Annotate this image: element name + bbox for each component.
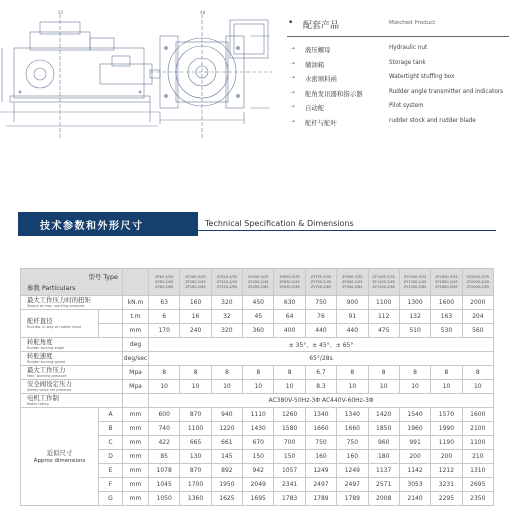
matched-products-list xyxy=(287,45,509,132)
blank-cell xyxy=(99,310,123,324)
row-label xyxy=(21,366,123,380)
model-name: ZY1300-2/45 xyxy=(403,279,427,284)
value-cell: 1045 xyxy=(149,478,180,492)
value-cell: 160 xyxy=(337,450,368,464)
unit-cell: Mpa xyxy=(123,380,149,394)
arrow-icon: ➝ xyxy=(290,59,296,67)
value-cell: 422 xyxy=(149,436,180,450)
unit-cell: mm xyxy=(123,450,149,464)
value-cell: 1700 xyxy=(180,478,211,492)
value-cell: 2350 xyxy=(462,492,493,506)
model-header xyxy=(462,269,493,296)
value-cell: 10 xyxy=(149,380,180,394)
model-name: ZY1600-2/45 xyxy=(435,279,458,284)
value-cell: 85 xyxy=(149,450,180,464)
value-cell: 163 xyxy=(431,310,462,324)
matched-title-zh: 配套产品 xyxy=(303,21,340,31)
header-label-cell xyxy=(21,269,123,296)
value-cell: 10 xyxy=(399,380,430,394)
value-cell: 6.7 xyxy=(305,366,336,380)
model-name: ZY900-3/35 xyxy=(342,274,363,279)
span-value: 65°/28s xyxy=(149,352,494,366)
dim-letter: C xyxy=(99,436,123,450)
value-cell: 870 xyxy=(180,464,211,478)
value-cell: 16 xyxy=(180,310,211,324)
value-cell: 150 xyxy=(243,450,274,464)
spec-table xyxy=(20,268,494,506)
value-cell: 670 xyxy=(243,436,274,450)
value-cell: 112 xyxy=(368,310,399,324)
top-view-label: A8 xyxy=(200,10,206,15)
header-spacer xyxy=(123,269,149,296)
row-label-zh: 转舵速度 xyxy=(27,352,53,360)
value-cell: 1137 xyxy=(368,464,399,478)
unit-cell: Mpa xyxy=(123,366,149,380)
unit-cell: mm xyxy=(123,464,149,478)
model-name: ZY630-2/65 xyxy=(279,284,300,289)
value-cell: 1570 xyxy=(431,408,462,422)
matched-item-en: Pilot system xyxy=(389,103,424,109)
unit-cell: kN.m xyxy=(123,296,149,310)
value-cell: 440 xyxy=(337,324,368,338)
model-header xyxy=(180,269,211,296)
model-name: ZY450-3/35 xyxy=(248,274,269,279)
model-name: ZY630-3/35 xyxy=(279,274,300,279)
value-cell: 132 xyxy=(399,310,430,324)
value-cell: 1142 xyxy=(399,464,430,478)
row-label xyxy=(21,310,99,338)
value-cell: 1212 xyxy=(431,464,462,478)
value-cell: 160 xyxy=(180,296,211,310)
model-name: ZY750-3/35 xyxy=(310,274,332,279)
value-cell: 2008 xyxy=(368,492,399,506)
row-label-en: Torque at max. working pressure xyxy=(27,304,85,308)
value-cell: 665 xyxy=(180,436,211,450)
value-cell: 200 xyxy=(431,450,462,464)
value-cell: 750 xyxy=(305,296,336,310)
model-header xyxy=(274,269,305,296)
unit-cell: mm xyxy=(123,436,149,450)
value-cell: 1600 xyxy=(462,408,493,422)
value-cell: 892 xyxy=(211,464,242,478)
value-cell: 1695 xyxy=(243,492,274,506)
model-name: ZY320-2/65 xyxy=(216,284,238,289)
value-cell: 1300 xyxy=(399,296,430,310)
value-cell: 1960 xyxy=(399,422,430,436)
row-label xyxy=(21,380,123,394)
unit-cell: deg xyxy=(123,338,149,352)
arrow-icon: ➝ xyxy=(290,74,296,81)
value-cell: 10 xyxy=(274,380,305,394)
value-cell: 150 xyxy=(274,450,305,464)
value-cell: 91 xyxy=(337,310,368,324)
value-cell: 8 xyxy=(149,366,180,380)
table-row xyxy=(21,310,494,324)
value-cell: 750 xyxy=(337,436,368,450)
value-cell: 2140 xyxy=(399,492,430,506)
value-cell: 8 xyxy=(431,366,462,380)
value-cell: 1050 xyxy=(149,492,180,506)
span-value: AC380V-50Hz-3Φ AC440V-60Hz-3Φ xyxy=(149,394,494,408)
unit-cell: mm xyxy=(123,492,149,506)
matched-item-zh: 自动舵 xyxy=(305,104,325,112)
unit-cell xyxy=(123,394,149,408)
section-title-rule xyxy=(198,230,496,231)
model-name: ZY1300-2/65 xyxy=(403,284,427,289)
model-name: ZY1100-2/65 xyxy=(372,284,395,289)
value-cell: 530 xyxy=(431,324,462,338)
value-cell: 8 xyxy=(368,366,399,380)
value-cell: 600 xyxy=(149,408,180,422)
model-header xyxy=(149,269,180,296)
section-title-zh: 技术参数和外形尺寸 xyxy=(40,221,144,232)
model-header xyxy=(368,269,399,296)
table-header-row xyxy=(21,269,494,296)
matched-title-en: Matched Product xyxy=(389,20,436,26)
model-name: ZY2000-3/35 xyxy=(466,274,490,279)
model-name: ZY1600-3/35 xyxy=(435,274,458,279)
matched-item-zh: 舵角发讯器和指示器 xyxy=(305,89,363,98)
model-header xyxy=(305,269,336,296)
value-cell: 6 xyxy=(149,310,180,324)
table-row xyxy=(21,338,494,352)
value-cell: 200 xyxy=(399,450,430,464)
value-cell: 160 xyxy=(305,450,336,464)
value-cell: 1110 xyxy=(243,408,274,422)
matched-divider xyxy=(287,36,509,37)
value-cell: 8 xyxy=(274,366,305,380)
value-cell: 942 xyxy=(243,464,274,478)
model-header xyxy=(243,269,274,296)
section-title-en: Technical Specification & Dimensions xyxy=(205,219,354,228)
arrow-icon: ➝ xyxy=(290,103,296,110)
row-label-zh: 最大工作压力 xyxy=(27,366,66,374)
list-item xyxy=(287,103,509,118)
value-cell: 10 xyxy=(243,380,274,394)
model-name: ZY900-2/65 xyxy=(342,284,363,289)
dims-label xyxy=(21,408,99,506)
value-cell: 210 xyxy=(462,450,493,464)
model-name: ZY900-2/45 xyxy=(342,279,363,284)
dims-label-zh: 近似尺寸 xyxy=(46,448,73,457)
list-item xyxy=(287,45,509,60)
value-cell: 32 xyxy=(211,310,242,324)
table-row xyxy=(21,394,494,408)
model-name: ZY160-2/65 xyxy=(185,284,206,289)
table-row xyxy=(21,366,494,380)
value-cell: 700 xyxy=(274,436,305,450)
row-label xyxy=(21,338,123,352)
matched-item-zh: 舵杆与舵叶 xyxy=(305,118,337,127)
value-cell: 8 xyxy=(211,366,242,380)
row-label-en: Max. working pressure xyxy=(27,374,67,378)
model-name: ZY1100-2/45 xyxy=(372,279,395,284)
value-cell: 320 xyxy=(211,296,242,310)
value-cell: 940 xyxy=(211,408,242,422)
value-cell: 10 xyxy=(180,380,211,394)
model-name: ZY450-2/65 xyxy=(248,284,269,289)
value-cell: 960 xyxy=(368,436,399,450)
value-cell: 400 xyxy=(274,324,305,338)
model-name: ZY450-2/45 xyxy=(248,279,269,284)
matched-item-en: Rudder angle transmitter and indicators xyxy=(389,88,504,95)
blank-cell xyxy=(99,324,123,338)
arrow-icon: ➝ xyxy=(290,88,296,96)
value-cell: 1540 xyxy=(399,408,430,422)
value-cell: 560 xyxy=(462,324,493,338)
value-cell: 2049 xyxy=(243,478,274,492)
value-cell: 1600 xyxy=(431,296,462,310)
row-label-en: Rudder turning speed xyxy=(27,360,65,364)
model-header xyxy=(431,269,462,296)
model-name: ZY2000-2/45 xyxy=(466,279,490,284)
value-cell: 661 xyxy=(211,436,242,450)
table-row xyxy=(21,380,494,394)
matched-item-en: Storage tank xyxy=(389,59,426,66)
dims-label-en: Approx dimensions xyxy=(33,457,86,464)
value-cell: 1078 xyxy=(149,464,180,478)
value-cell: 2100 xyxy=(462,422,493,436)
value-cell: 145 xyxy=(211,450,242,464)
list-item xyxy=(287,118,509,133)
value-cell: 1190 xyxy=(431,436,462,450)
list-item xyxy=(287,60,509,75)
unit-cell: deg/sec xyxy=(123,352,149,366)
dim-letter: E xyxy=(99,464,123,478)
value-cell: 1430 xyxy=(243,422,274,436)
value-cell: 8 xyxy=(180,366,211,380)
model-name: ZY2000-2/65 xyxy=(466,284,490,289)
value-cell: 2497 xyxy=(337,478,368,492)
model-name: ZY63-2/45 xyxy=(155,279,174,284)
value-cell: 900 xyxy=(337,296,368,310)
model-header xyxy=(211,269,242,296)
row-label-zh: 最大工作压力时的扭矩 xyxy=(27,296,91,304)
table-row xyxy=(21,296,494,310)
type-label: 型号 Type xyxy=(88,273,118,281)
value-cell: 1249 xyxy=(337,464,368,478)
matched-item-en: Watertight stuffing box xyxy=(389,74,455,80)
value-cell: 1783 xyxy=(274,492,305,506)
steering-gear-drawing xyxy=(0,8,274,148)
value-cell: 1420 xyxy=(368,408,399,422)
value-cell: 10 xyxy=(211,380,242,394)
row-label xyxy=(21,394,123,408)
value-cell: 8.3 xyxy=(305,380,336,394)
value-cell: 360 xyxy=(243,324,274,338)
model-name: ZY750-2/65 xyxy=(310,284,332,289)
row-label-zh: 电机工作制 xyxy=(27,394,59,402)
value-cell: 2341 xyxy=(274,478,305,492)
matched-item-zh: 储油箱 xyxy=(305,60,325,69)
model-header xyxy=(337,269,368,296)
value-cell: 1660 xyxy=(305,422,336,436)
value-cell: 8 xyxy=(243,366,274,380)
value-cell: 320 xyxy=(211,324,242,338)
matched-item-en: Hydraulic nut xyxy=(389,45,428,51)
model-header xyxy=(399,269,430,296)
value-cell: 2295 xyxy=(431,492,462,506)
value-cell: 3053 xyxy=(399,478,430,492)
table-row xyxy=(21,408,494,422)
value-cell: 64 xyxy=(274,310,305,324)
model-name: ZY630-2/45 xyxy=(279,279,300,284)
row-label xyxy=(21,296,123,310)
particulars-label: 参数 Particulars xyxy=(27,284,76,292)
value-cell: 1220 xyxy=(211,422,242,436)
value-cell: 1249 xyxy=(305,464,336,478)
value-cell: 240 xyxy=(180,324,211,338)
value-cell: 2695 xyxy=(462,478,493,492)
value-cell: 2000 xyxy=(462,296,493,310)
dim-letter: B xyxy=(99,422,123,436)
table-row xyxy=(21,352,494,366)
row-label-zh: 舵杆直径 xyxy=(27,317,53,325)
value-cell: 2571 xyxy=(368,478,399,492)
list-item xyxy=(287,74,509,89)
model-name: ZY160-2/45 xyxy=(185,279,206,284)
row-label-zh: 安全阀设定压力 xyxy=(27,380,72,388)
matched-products-header xyxy=(287,18,509,34)
model-name: ZY63-3/35 xyxy=(155,274,174,279)
row-label-zh: 转舵角度 xyxy=(27,338,53,346)
value-cell: 1360 xyxy=(180,492,211,506)
list-item xyxy=(287,89,509,104)
value-cell: 2497 xyxy=(305,478,336,492)
value-cell: 1580 xyxy=(274,422,305,436)
value-cell: 1310 xyxy=(462,464,493,478)
model-name: ZY160-3/35 xyxy=(185,274,206,279)
unit-cell: mm xyxy=(123,422,149,436)
value-cell: 10 xyxy=(431,380,462,394)
value-cell: 870 xyxy=(180,408,211,422)
unit-cell: mm xyxy=(123,408,149,422)
row-label-en: Rud.dia. in way of rudder head xyxy=(27,325,81,329)
arrow-icon: ➝ xyxy=(290,117,296,125)
value-cell: 10 xyxy=(368,380,399,394)
model-name: ZY320-3/35 xyxy=(216,274,238,279)
value-cell: 1990 xyxy=(431,422,462,436)
value-cell: 10 xyxy=(462,380,493,394)
dim-letter: F xyxy=(99,478,123,492)
value-cell: 1625 xyxy=(211,492,242,506)
value-cell: 475 xyxy=(368,324,399,338)
value-cell: 991 xyxy=(399,436,430,450)
arrow-icon: ➝ xyxy=(290,45,296,52)
model-name: ZY1100-3/35 xyxy=(372,274,395,279)
value-cell: 630 xyxy=(274,296,305,310)
value-cell: 76 xyxy=(305,310,336,324)
value-cell: 1950 xyxy=(211,478,242,492)
value-cell: 1660 xyxy=(337,422,368,436)
value-cell: 180 xyxy=(368,450,399,464)
model-name: ZY750-2/45 xyxy=(310,279,332,284)
value-cell: 45 xyxy=(243,310,274,324)
value-cell: 1850 xyxy=(368,422,399,436)
value-cell: 1100 xyxy=(462,436,493,450)
unit-cell: mm xyxy=(123,478,149,492)
value-cell: 1789 xyxy=(337,492,368,506)
value-cell: 8 xyxy=(399,366,430,380)
unit-cell: mm xyxy=(123,324,149,338)
model-name: ZY320-2/45 xyxy=(216,279,238,284)
matched-bullet: • xyxy=(288,18,294,28)
matched-item-zh: 水密填料函 xyxy=(305,75,337,83)
row-label-en: Motor rating xyxy=(27,402,49,406)
value-cell: 10 xyxy=(337,380,368,394)
value-cell: 63 xyxy=(149,296,180,310)
value-cell: 8 xyxy=(337,366,368,380)
dim-letter: D xyxy=(99,450,123,464)
row-label-en: Rudder turning angle xyxy=(27,346,65,350)
value-cell: 1100 xyxy=(180,422,211,436)
side-view-label: X1 xyxy=(58,10,64,15)
model-name: ZY1600-2/65 xyxy=(435,284,458,289)
value-cell: 170 xyxy=(149,324,180,338)
span-value: ± 35°、± 45°、± 65° xyxy=(149,338,494,352)
value-cell: 1789 xyxy=(305,492,336,506)
matched-item-en: rudder stock and rudder blade xyxy=(389,117,476,124)
row-label xyxy=(21,352,123,366)
value-cell: 750 xyxy=(305,436,336,450)
dim-letter: A xyxy=(99,408,123,422)
value-cell: 204 xyxy=(462,310,493,324)
value-cell: 740 xyxy=(149,422,180,436)
value-cell: 1340 xyxy=(305,408,336,422)
unit-cell: t.m xyxy=(123,310,149,324)
value-cell: 1260 xyxy=(274,408,305,422)
row-label-en: Safety valve set pressure xyxy=(27,388,72,392)
matched-item-zh: 液压螺母 xyxy=(305,46,331,54)
value-cell: 450 xyxy=(243,296,274,310)
value-cell: 1057 xyxy=(274,464,305,478)
value-cell: 1100 xyxy=(368,296,399,310)
value-cell: 8 xyxy=(462,366,493,380)
dim-letter: G xyxy=(99,492,123,506)
value-cell: 130 xyxy=(180,450,211,464)
model-name: ZY1300-3/35 xyxy=(403,274,427,279)
model-name: ZY63-2/65 xyxy=(155,284,174,289)
value-cell: 440 xyxy=(305,324,336,338)
value-cell: 3231 xyxy=(431,478,462,492)
value-cell: 510 xyxy=(399,324,430,338)
value-cell: 1340 xyxy=(337,408,368,422)
